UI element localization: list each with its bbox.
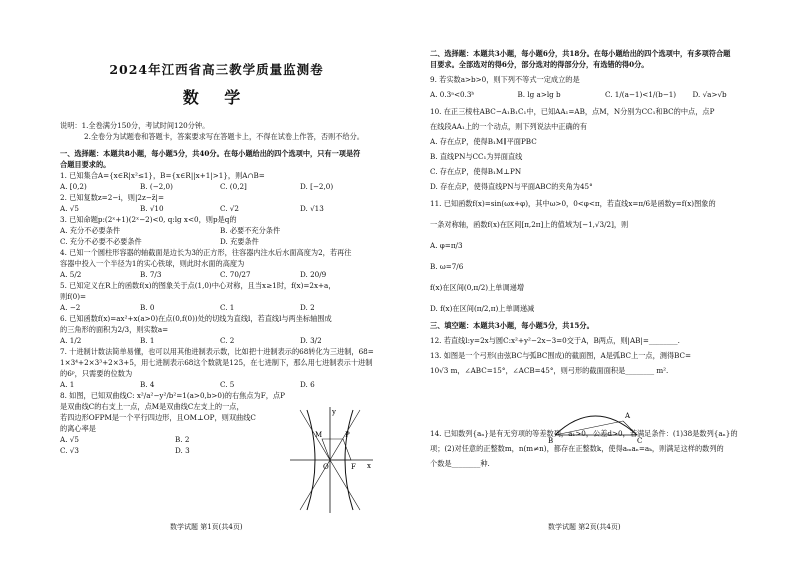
option: C. 5 bbox=[220, 380, 235, 389]
option: A. √5 bbox=[60, 204, 79, 213]
option: D. 充要条件 bbox=[220, 237, 259, 246]
section-3-heading: 三、填空题：本题共3小题，每小题5分，共15分。 bbox=[430, 321, 594, 330]
option: A. 5/2 bbox=[60, 270, 82, 279]
option: C. 1/(a−1)<1/(b−1) bbox=[605, 90, 677, 99]
q6-options bbox=[60, 335, 380, 346]
exam-title: 2024年江西省高三教学质量监测卷 bbox=[109, 62, 324, 77]
label-x: x bbox=[367, 462, 371, 470]
option: C. 1 bbox=[220, 303, 235, 312]
q9-options bbox=[430, 89, 780, 100]
q1-options bbox=[60, 181, 380, 192]
option: B. 7/3 bbox=[140, 270, 162, 279]
q3-options-cd bbox=[60, 236, 380, 247]
q11-option-c: f(x)在区间(0,π/2)上单调递增 bbox=[430, 283, 525, 292]
option: C. 充分不必要不必要条件 bbox=[60, 237, 142, 246]
option: B. 必要不充分条件 bbox=[220, 226, 281, 235]
q3-text: 3. 已知命题p:(2ˣ+1)(2ˣ−2)<0, q:lg x<0，则p是q的 bbox=[60, 215, 237, 224]
footer-right: 数学试题 第2页(共4页) bbox=[548, 523, 621, 531]
section-2-heading-cont: 目要求。全部选对的得6分，部分选对的得部分分，有选错的得0分。 bbox=[430, 60, 649, 69]
q4-text-cont: 容器中投入一个半径为1的实心铁球，则此时水面的高度为 bbox=[60, 259, 245, 268]
option: B. 4 bbox=[140, 380, 155, 389]
q6-text: 6. 已知函数f(x)=ax²+x(a>0)在点(0,f(0))处的切线为直线l，若直线l与两坐标轴围成 bbox=[60, 314, 332, 323]
hyperbola-figure bbox=[285, 405, 375, 515]
option: C. 2 bbox=[220, 336, 235, 345]
instructions bbox=[60, 120, 380, 142]
option: A. [0,2) bbox=[60, 182, 87, 191]
q6-text-cont: 的三角形的面积为2/3，则实数a= bbox=[60, 325, 169, 334]
q12-text: 12. 若直线l:y=2x与圆C:x²+y²−2x−3=0交于A，B两点，则|AB|=________. bbox=[430, 336, 680, 345]
label-M: M bbox=[315, 431, 323, 439]
q13-text-cont: 10√3 m，∠ABC=15°，∠ACB=45°，则弓形的截面面积是________ m². bbox=[430, 366, 669, 375]
option: C. 70/27 bbox=[220, 270, 251, 279]
q13-text: 13. 如图是一个弓形(由弦BC与弧BC围成)的截面图，A是弧BC上一点，测得BC= bbox=[430, 351, 692, 360]
note-1: 说明：1.全卷满分150分，考试时间120分钟。 bbox=[60, 121, 210, 130]
option: D. 3/2 bbox=[300, 336, 322, 345]
q10-option-b: B. 直线PN与CC₁为异面直线 bbox=[430, 152, 523, 161]
q3-options-ab bbox=[60, 225, 380, 236]
option: A. −2 bbox=[60, 303, 81, 312]
q10-option-d: D. 存在点P，使得直线PN与平面ABC的夹角为45° bbox=[430, 182, 593, 191]
segment-BA bbox=[555, 421, 623, 435]
label-P: P bbox=[345, 431, 350, 439]
q8-options-cd bbox=[60, 445, 290, 456]
label-B: B bbox=[548, 437, 554, 445]
option: B. (−2,0) bbox=[140, 182, 173, 191]
q5-text-cont: 则f(0)= bbox=[60, 292, 87, 301]
q7-text-cont2: 的6ᵖ，只需要的位数为 bbox=[60, 369, 133, 378]
q10-text: 10. 在正三棱柱ABC−A₁B₁C₁中，已知AA₁=AB，点M，N分别为CC₁和BC的中点，点P bbox=[430, 107, 715, 116]
section-1-heading-cont: 合题目要求的。 bbox=[60, 160, 111, 169]
q11-option-a: A. φ=π/3 bbox=[430, 241, 463, 250]
q5-options bbox=[60, 302, 380, 313]
label-A: A bbox=[625, 412, 631, 420]
option: A. 1 bbox=[60, 380, 75, 389]
option: D. 3 bbox=[175, 446, 190, 455]
q11-option-d: D. f(x)在区间(π/2,π)上单调递减 bbox=[430, 304, 535, 313]
q2-options bbox=[60, 203, 380, 214]
option: D. 6 bbox=[300, 380, 315, 389]
note-2: 2.全卷分为试题卷和答题卡，答案要求写在答题卡上，不得在试卷上作答，否则不给分。 bbox=[84, 132, 364, 141]
label-F: F bbox=[351, 463, 356, 471]
q9-text: 9. 若实数a>b>0，则下列不等式一定成立的是 bbox=[430, 75, 580, 84]
q14-text: 14. 已知数列{aₙ}是有无穷项的等差数列，a₁>0，公差d>0，若满足条件：(1)38是数列{aₙ}的 bbox=[430, 429, 738, 438]
option: B. 1 bbox=[140, 336, 155, 345]
option: B. √10 bbox=[140, 204, 164, 213]
option: B. 0 bbox=[140, 303, 155, 312]
q7-options bbox=[60, 379, 380, 390]
option: C. (0,2] bbox=[220, 182, 247, 191]
label-y: y bbox=[332, 408, 336, 416]
q11-text-cont: 一条对称轴，函数f(x)在区间[π,2π]上的值域为[−1,√3/2]，则 bbox=[430, 220, 629, 229]
q8-text: 8. 如图，已知双曲线C: x²/a²−y²/b²=1(a>0,b>0)的右焦点为F，点P bbox=[60, 391, 285, 400]
option: D. [−2,0) bbox=[300, 182, 334, 191]
q10-option-a: A. 存在点P，使得B₁M∥平面PBC bbox=[430, 137, 537, 146]
option: B. lg a>lg b bbox=[517, 90, 561, 99]
q8-options-ab bbox=[60, 434, 290, 445]
option: D. 2 bbox=[300, 303, 315, 312]
arc-segment-figure bbox=[545, 405, 645, 445]
q11-option-b: B. ω=7/6 bbox=[430, 262, 464, 271]
q8-block bbox=[60, 390, 290, 456]
section-2-heading: 二、选择题：本题共3小题，每小题6分，共18分。在每小题给出的四个选项中，有多项符合题 bbox=[430, 49, 731, 58]
q14-text-cont: 项；(2)对任意的正整数m，n(m≠n)，都存在正整数k，使得aₘaₙ=aₖ，则满足这样的数列的 bbox=[430, 444, 724, 453]
option: B. 2 bbox=[175, 435, 190, 444]
option: C. √3 bbox=[60, 446, 79, 455]
section-1-heading: 一、选择题：本题共8小题，每小题5分，共40分。在每小题给出的四个选项中，只有一项是符 bbox=[60, 149, 361, 158]
q10-text-cont: 在线段AA₁上的一个动点，则下列说法中正确的有 bbox=[430, 122, 588, 131]
label-C: C bbox=[637, 437, 643, 445]
q2-text: 2. 已知复数z=2−i，则|2z−z̄|= bbox=[60, 193, 165, 202]
segment-AC bbox=[623, 421, 637, 435]
option: C. √2 bbox=[220, 204, 239, 213]
option: D. 20/9 bbox=[300, 270, 327, 279]
q8-text-cont: 是双曲线C的右支上一点，点M是双曲线C左支上的一点， bbox=[60, 402, 244, 411]
option: D. √a>√b bbox=[692, 90, 727, 99]
q4-text: 4. 已知一个圆柱形容器的轴截面是边长为3的正方形，往容器内注水后水面高度为2，若再往 bbox=[60, 248, 352, 257]
q5-text: 5. 已知定义在R上的函数f(x)的图象关于点(1,0)中心对称，且当x≥1时，f(x)=2x+a， bbox=[60, 281, 336, 290]
q4-options bbox=[60, 269, 380, 280]
q1-text: 1. 已知集合A={x∈R|x²≤1}，B={x∈R||x+1|>1}，则A∩B= bbox=[60, 171, 265, 180]
q8-text-cont2: 若四边形OFPM是一个平行四边形，且OM⊥OP，则双曲线C bbox=[60, 413, 256, 422]
option: A. 1/2 bbox=[60, 336, 82, 345]
q7-text: 7. 十进制计数法简单易懂，也可以用其他进制表示数，比如把十进制表示的68转化为三进制，68= bbox=[60, 347, 374, 356]
q11-text: 11. 已知函数f(x)=sin(ωx+φ)，其中ω>0，0<φ<π，若直线x=π/6是函数y=f(x)图象的 bbox=[430, 199, 716, 208]
q7-text-cont: 1×3⁴+2×3³+2×3+5，用七进制表示68这个数就是125，在七进制下，那么用七进制表示十进制 bbox=[60, 358, 373, 367]
q10-option-c: C. 存在点P，使得B₁M⊥PN bbox=[430, 167, 522, 176]
option: A. 0.3ᵃ<0.3ᵇ bbox=[430, 90, 475, 99]
subject-title: 数 学 bbox=[182, 88, 251, 107]
q14-text-cont2: 个数是________种. bbox=[430, 459, 490, 468]
option: D. √13 bbox=[300, 204, 324, 213]
q8-text-cont3: 的离心率是 bbox=[60, 424, 96, 433]
footer-left: 数学试题 第1页(共4页) bbox=[170, 523, 243, 531]
label-O: O bbox=[323, 463, 329, 471]
option: A. √5 bbox=[60, 435, 79, 444]
option: A. 充分不必要条件 bbox=[60, 226, 121, 235]
